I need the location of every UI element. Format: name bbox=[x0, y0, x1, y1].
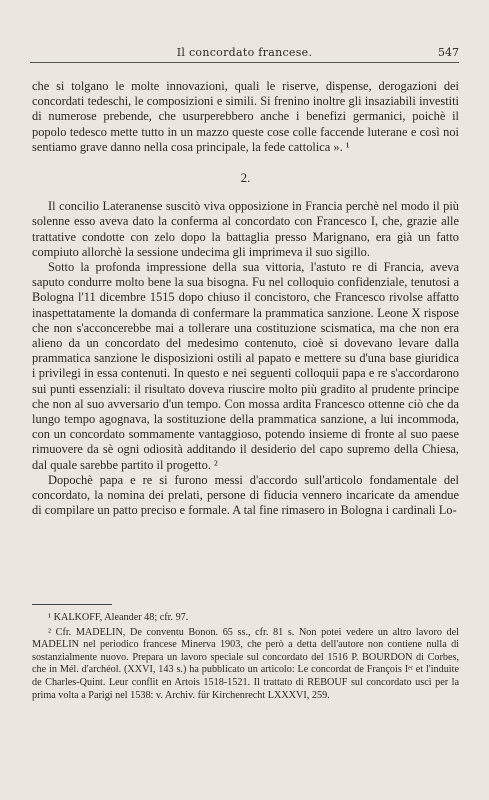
section-number: 2. bbox=[240, 170, 251, 186]
footnote-divider bbox=[32, 604, 112, 605]
footnotes bbox=[32, 612, 459, 704]
main-text bbox=[32, 79, 459, 518]
paragraph: Sotto la profonda impressione della sua vittoria, l'astuto re di Francia, aveva saputo condurre molto bene la sua bisogna. Fu nel colloquio confidenziale, tenutosi a Bologna l'11 dicembre 1515 dopo chiuso il concistoro, che Francesco rivolse affatto inaspettatamente la domanda di confermare la prammatica sanzione. Leone X rispose che non s'acconcerebbe mai a tollerare una costituzione scismatica, ma che non era alieno da un concordato del medesimo contenuto, cioè si dovevano levare dalla prammatica sanzione le disposizioni ostili al papato e mettere su d'una base giuridica i privilegi in essa contenuti. In questo e nei seguenti colloquii papa e re s'accordarono sui punti essenziali: il risultato doveva riuscire molto più gradito al prudente principe che non al suo avversario d'un tempo. Con mossa ardita Francesco ottenne ciò che da lungo tempo agognava, la sostituzione della prammatica sanzione, a lui incommoda, con un concordato sommamente vantaggioso, potendo insieme di fronte al suo paese rimuovere da sè ogni odiosità additando il desiderio del capo supremo della Chiesa, dal quale sarebbe partito il progetto. ² bbox=[32, 260, 459, 472]
running-head-title: Il concordato francese. bbox=[176, 46, 313, 59]
running-head bbox=[30, 46, 459, 63]
footnote: ² Cfr. MADELIN, De conventu Bonon. 65 ss., cfr. 81 s. Non potei vedere un altro lavoro del MADELIN nel periodico francese Minerva 1903, che però a detta dell'autore non contiene nulla di sostanzialmente nuovo. Prepara un lavoro speciale sul concordato del 1516 P. BOURDON di Corbes, che in Mél. d'archéol. (XXVI, 143 s.) ha pubblicato un articolo: Le concordat de François Iᵉʳ et l'induite de Charles-Quint. Leur conflit en Artois 1518-1521. Il trattato di REBOUF sul concordato uscì per la prima volta a Parigi nel 1538: v. Archiv. für Kirchenrecht LXXXVI, 259. bbox=[32, 626, 459, 701]
paragraph: che si tolgano le molte innovazioni, quali le riserve, dispense, derogazioni dei concordati tedeschi, le composizioni e simili. Si frenino inoltre gli insaziabili investiti di numerose prebende, che usurperebbero anche i benefizi germanici, poichè il popolo tedesco mette tutto in un mazzo queste cose colle faccende luterane e così noi sentiamo grave danno nella cosa principale, la fede cattolica ». ¹ bbox=[32, 79, 459, 154]
page-number: 547 bbox=[438, 46, 459, 59]
paragraph: Dopochè papa e re si furono messi d'accordo sull'articolo fondamentale del concordato, la nomina dei prelati, persone di fiducia vennero incaricate da amendue di compilare un patto preciso e formale. A tal fine rimasero in Bologna i cardinali Lo- bbox=[32, 472, 459, 518]
paragraph: Il concilio Lateranense suscitò viva opposizione in Francia perchè nel modo il più solenne esso aveva dato la conferma al concordato con Francesco I, che, grazie alle trattative condotte con zelo dopo la battaglia presso Marignano, era già un fatto compiuto allorchè la sessione undecima gli imprimeva il suo sigillo. bbox=[32, 199, 459, 259]
footnote: ¹ KALKOFF, Aleander 48; cfr. 97. bbox=[48, 612, 189, 623]
